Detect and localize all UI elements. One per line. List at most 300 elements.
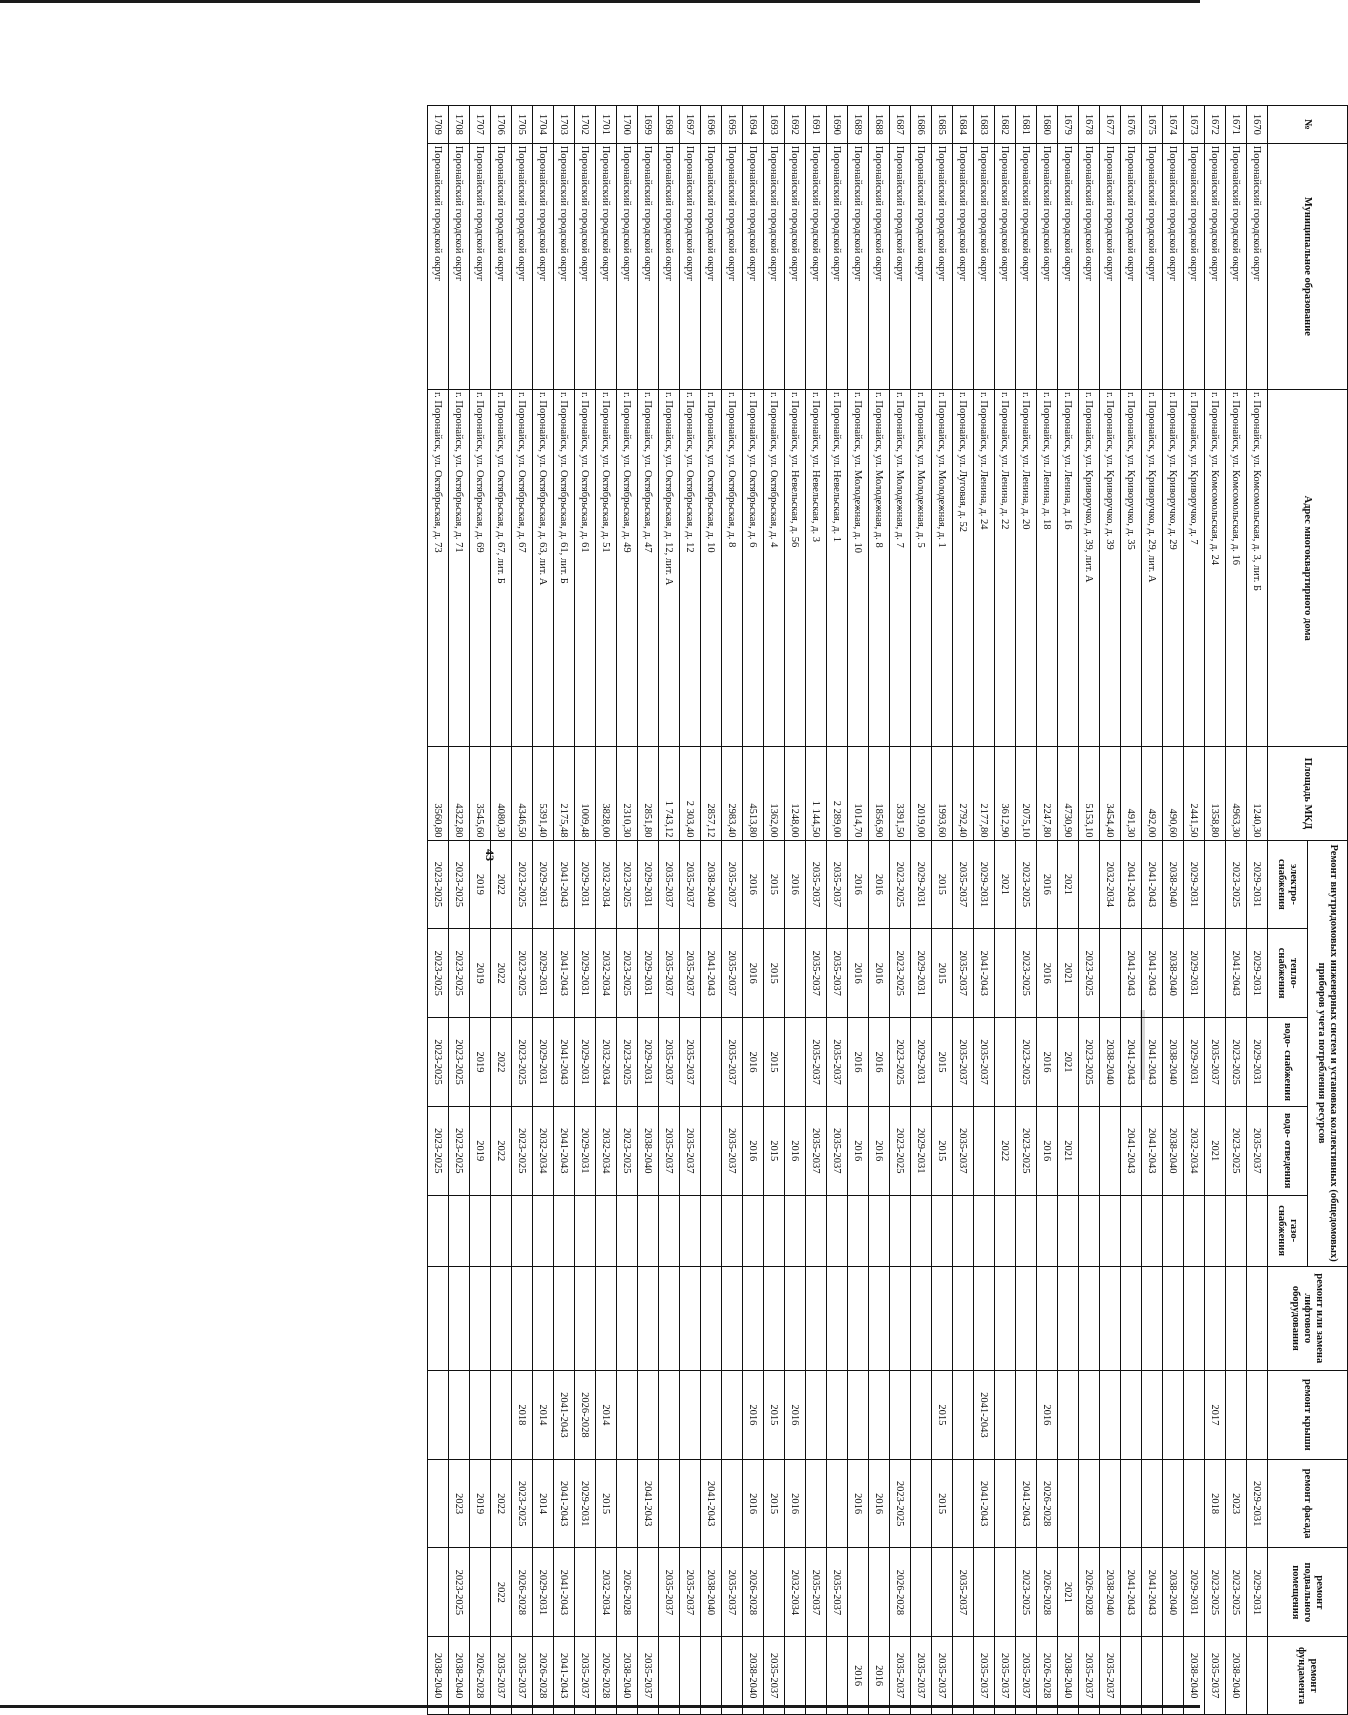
- sewer-cell: 2035-2037: [827, 1106, 848, 1195]
- header-basement: ремонт подвального помещения: [1268, 1548, 1348, 1637]
- foundation-cell: 2041-2043: [554, 1637, 575, 1715]
- area-cell: 2247,80: [1037, 747, 1058, 840]
- electricity-cell: 2029-2031: [974, 840, 995, 929]
- foundation-cell: 2038-2040: [449, 1637, 470, 1715]
- table-row: [848, 106, 869, 1715]
- municipality-cell: Поронайский городской округ: [911, 143, 932, 389]
- roof-cell: 2041-2043: [554, 1370, 575, 1459]
- electricity-cell: 2021: [1058, 840, 1079, 929]
- address-cell: г. Поронайск, ул. Октябрьская, д. 12, лит. А: [659, 390, 680, 747]
- municipality-cell: Поронайский городской округ: [491, 143, 512, 389]
- sewer-cell: 2016: [848, 1106, 869, 1195]
- roof-cell: 2018: [512, 1370, 533, 1459]
- foundation-cell: 2026-2028: [1037, 1637, 1058, 1715]
- facade-cell: 2015: [932, 1459, 953, 1548]
- elevator-cell: [806, 1266, 827, 1370]
- foundation-cell: 2035-2037: [1100, 1637, 1121, 1715]
- row-number: 1693: [764, 106, 785, 144]
- sewer-cell: 2015: [932, 1106, 953, 1195]
- basement-cell: 2029-2031: [1184, 1548, 1205, 1637]
- heat-cell: 2041-2043: [1121, 929, 1142, 1018]
- municipality-cell: Поронайский городской округ: [1121, 143, 1142, 389]
- elevator-cell: [1247, 1266, 1268, 1370]
- facade-cell: 2018: [1205, 1459, 1226, 1548]
- municipality-cell: Поронайский городской округ: [785, 143, 806, 389]
- address-cell: г. Поронайск, ул. Октябрьская, д. 61: [575, 390, 596, 747]
- sewer-cell: 2016: [1037, 1106, 1058, 1195]
- roof-cell: [1079, 1370, 1100, 1459]
- roof-cell: 2015: [932, 1370, 953, 1459]
- elevator-cell: [1163, 1266, 1184, 1370]
- electricity-cell: 2029-2031: [575, 840, 596, 929]
- gas-cell: [596, 1195, 617, 1266]
- area-cell: 3612,90: [995, 747, 1016, 840]
- elevator-cell: [533, 1266, 554, 1370]
- heat-cell: 2023-2025: [1079, 929, 1100, 1018]
- heat-cell: 2015: [764, 929, 785, 1018]
- foundation-cell: 2038-2040: [1226, 1637, 1247, 1715]
- address-cell: г. Поронайск, ул. Молодежная, д. 5: [911, 390, 932, 747]
- electricity-cell: 2016: [869, 840, 890, 929]
- table-row: [869, 106, 890, 1715]
- facade-cell: [1163, 1459, 1184, 1548]
- facade-cell: 2041-2043: [974, 1459, 995, 1548]
- area-cell: 2857,12: [701, 747, 722, 840]
- basement-cell: 2023-2025: [1226, 1548, 1247, 1637]
- electricity-cell: 2029-2031: [638, 840, 659, 929]
- roof-cell: [827, 1370, 848, 1459]
- row-number: 1688: [869, 106, 890, 144]
- address-cell: г. Поронайск, ул. Октябрьская, д. 73: [428, 390, 449, 747]
- facade-cell: [827, 1459, 848, 1548]
- area-cell: 1993,60: [932, 747, 953, 840]
- electricity-cell: 2041-2043: [554, 840, 575, 929]
- address-cell: г. Поронайск, ул. Ленина, д. 16: [1058, 390, 1079, 747]
- address-cell: г. Поронайск, ул. Октябрьская, д. 6: [743, 390, 764, 747]
- gas-cell: [995, 1195, 1016, 1266]
- roof-cell: [995, 1370, 1016, 1459]
- municipality-cell: Поронайский городской округ: [1058, 143, 1079, 389]
- sewer-cell: 2035-2037: [953, 1106, 974, 1195]
- electricity-cell: 2035-2037: [722, 840, 743, 929]
- heat-cell: 2041-2043: [1142, 929, 1163, 1018]
- water-cell: 2032-2034: [596, 1018, 617, 1107]
- area-cell: 3545,60: [470, 747, 491, 840]
- gas-cell: [974, 1195, 995, 1266]
- basement-cell: 2032-2034: [596, 1548, 617, 1637]
- municipality-cell: Поронайский городской округ: [1205, 143, 1226, 389]
- electricity-cell: 2035-2037: [827, 840, 848, 929]
- table-row: [533, 106, 554, 1715]
- elevator-cell: [470, 1266, 491, 1370]
- row-number: 1699: [638, 106, 659, 144]
- sewer-cell: 2022: [491, 1106, 512, 1195]
- elevator-cell: [890, 1266, 911, 1370]
- sewer-cell: 2032-2034: [1184, 1106, 1205, 1195]
- electricity-cell: 2023-2025: [890, 840, 911, 929]
- row-number: 1677: [1100, 106, 1121, 144]
- water-cell: 2035-2037: [1205, 1018, 1226, 1107]
- table-row: [512, 106, 533, 1715]
- foundation-cell: 2035-2037: [911, 1637, 932, 1715]
- header-sewer: водо- отведения: [1268, 1106, 1308, 1195]
- elevator-cell: [785, 1266, 806, 1370]
- sewer-cell: 2038-2040: [1163, 1106, 1184, 1195]
- address-cell: г. Поронайск, ул. Невельская, д. 1: [827, 390, 848, 747]
- basement-cell: 2038-2040: [701, 1548, 722, 1637]
- water-cell: 2035-2037: [659, 1018, 680, 1107]
- foundation-cell: [722, 1637, 743, 1715]
- area-cell: 2 289,00: [827, 747, 848, 840]
- gas-cell: [848, 1195, 869, 1266]
- roof-cell: [1247, 1370, 1268, 1459]
- elevator-cell: [1079, 1266, 1100, 1370]
- gas-cell: [1058, 1195, 1079, 1266]
- header-engineering-group: Ремонт внутридомовых инженерных систем и установка коллективных (общедомовых) приборов учета потребления ресурсов: [1308, 840, 1348, 1266]
- area-cell: 1 743,12: [659, 747, 680, 840]
- header-num: №: [1268, 106, 1348, 144]
- heat-cell: [785, 929, 806, 1018]
- basement-cell: 2026-2028: [512, 1548, 533, 1637]
- heat-cell: 2029-2031: [638, 929, 659, 1018]
- water-cell: 2016: [743, 1018, 764, 1107]
- table-row: [1016, 106, 1037, 1715]
- sewer-cell: 2023-2025: [449, 1106, 470, 1195]
- area-cell: 2310,30: [617, 747, 638, 840]
- elevator-cell: [1142, 1266, 1163, 1370]
- municipality-cell: Поронайский городской округ: [575, 143, 596, 389]
- electricity-cell: 2035-2037: [806, 840, 827, 929]
- municipality-cell: Поронайский городской округ: [743, 143, 764, 389]
- electricity-cell: 2038-2040: [701, 840, 722, 929]
- address-cell: г. Поронайск, ул. Ленина, д. 24: [974, 390, 995, 747]
- facade-cell: [1079, 1459, 1100, 1548]
- heat-cell: 2022: [491, 929, 512, 1018]
- address-cell: г. Поронайск, ул. Комсомольская, д. 3, лит. Б: [1247, 390, 1268, 747]
- area-cell: 1240,30: [1247, 747, 1268, 840]
- area-cell: 2019,00: [911, 747, 932, 840]
- row-number: 1680: [1037, 106, 1058, 144]
- row-number: 1685: [932, 106, 953, 144]
- area-cell: 2441,50: [1184, 747, 1205, 840]
- heat-cell: 2035-2037: [827, 929, 848, 1018]
- address-cell: г. Поронайск, ул. Луговая, д. 52: [953, 390, 974, 747]
- basement-cell: 2035-2037: [827, 1548, 848, 1637]
- gas-cell: [1121, 1195, 1142, 1266]
- row-number: 1695: [722, 106, 743, 144]
- area-cell: 4080,30: [491, 747, 512, 840]
- foundation-cell: 2035-2037: [491, 1637, 512, 1715]
- elevator-cell: [449, 1266, 470, 1370]
- header-facade: ремонт фасада: [1268, 1459, 1348, 1548]
- row-number: 1692: [785, 106, 806, 144]
- elevator-cell: [827, 1266, 848, 1370]
- electricity-cell: 2035-2037: [680, 840, 701, 929]
- address-cell: г. Поронайск, ул. Криворучко, д. 39: [1100, 390, 1121, 747]
- gas-cell: [1247, 1195, 1268, 1266]
- municipality-cell: Поронайский городской округ: [512, 143, 533, 389]
- heat-cell: 2019: [470, 929, 491, 1018]
- basement-cell: 2026-2028: [890, 1548, 911, 1637]
- table-row: [953, 106, 974, 1715]
- facade-cell: 2026-2028: [1037, 1459, 1058, 1548]
- row-number: 1707: [470, 106, 491, 144]
- sewer-cell: 2022: [995, 1106, 1016, 1195]
- municipality-cell: Поронайский городской округ: [1184, 143, 1205, 389]
- header-gas: газо- снабжения: [1268, 1195, 1308, 1266]
- elevator-cell: [869, 1266, 890, 1370]
- address-cell: г. Поронайск, ул. Невельская, д. 3: [806, 390, 827, 747]
- heat-cell: 2035-2037: [806, 929, 827, 1018]
- electricity-cell: 2023-2025: [428, 840, 449, 929]
- roof-cell: [722, 1370, 743, 1459]
- facade-cell: 2023-2025: [512, 1459, 533, 1548]
- municipality-cell: Поронайский городской округ: [428, 143, 449, 389]
- gas-cell: [701, 1195, 722, 1266]
- roof-cell: 2041-2043: [974, 1370, 995, 1459]
- roof-cell: [869, 1370, 890, 1459]
- water-cell: 2016: [848, 1018, 869, 1107]
- basement-cell: 2041-2043: [1121, 1548, 1142, 1637]
- area-cell: 2175,48: [554, 747, 575, 840]
- roof-cell: 2016: [1037, 1370, 1058, 1459]
- heat-cell: 2035-2037: [953, 929, 974, 1018]
- row-number: 1703: [554, 106, 575, 144]
- gas-cell: [533, 1195, 554, 1266]
- area-cell: 1248,00: [785, 747, 806, 840]
- roof-cell: [470, 1370, 491, 1459]
- gas-cell: [764, 1195, 785, 1266]
- sewer-cell: 2023-2025: [890, 1106, 911, 1195]
- municipality-cell: Поронайский городской округ: [974, 143, 995, 389]
- municipality-cell: Поронайский городской округ: [1163, 143, 1184, 389]
- roof-cell: [890, 1370, 911, 1459]
- elevator-cell: [1058, 1266, 1079, 1370]
- elevator-cell: [764, 1266, 785, 1370]
- foundation-cell: 2035-2037: [932, 1637, 953, 1715]
- water-cell: 2029-2031: [1247, 1018, 1268, 1107]
- roof-cell: [1226, 1370, 1247, 1459]
- address-cell: г. Поронайск, ул. Октябрьская, д. 63, лит. А: [533, 390, 554, 747]
- heat-cell: 2035-2037: [659, 929, 680, 1018]
- elevator-cell: [701, 1266, 722, 1370]
- water-cell: [785, 1018, 806, 1107]
- facade-cell: 2041-2043: [1016, 1459, 1037, 1548]
- water-cell: 2035-2037: [722, 1018, 743, 1107]
- table-row: [1037, 106, 1058, 1715]
- basement-cell: [869, 1548, 890, 1637]
- water-cell: 2029-2031: [911, 1018, 932, 1107]
- electricity-cell: 2019: [470, 840, 491, 929]
- row-number: 1700: [617, 106, 638, 144]
- roof-cell: 2014: [533, 1370, 554, 1459]
- basement-cell: [911, 1548, 932, 1637]
- row-number: 1674: [1163, 106, 1184, 144]
- roof-cell: [1058, 1370, 1079, 1459]
- gas-cell: [722, 1195, 743, 1266]
- municipality-cell: Поронайский городской округ: [638, 143, 659, 389]
- row-number: 1698: [659, 106, 680, 144]
- gas-cell: [617, 1195, 638, 1266]
- area-cell: 1358,80: [1205, 747, 1226, 840]
- water-cell: [995, 1018, 1016, 1107]
- row-number: 1704: [533, 106, 554, 144]
- elevator-cell: [638, 1266, 659, 1370]
- municipality-cell: Поронайский городской округ: [869, 143, 890, 389]
- address-cell: г. Поронайск, ул. Молодежная, д. 7: [890, 390, 911, 747]
- address-cell: г. Поронайск, ул. Октябрьская, д. 71: [449, 390, 470, 747]
- table-row: [764, 106, 785, 1715]
- sewer-cell: 2038-2040: [638, 1106, 659, 1195]
- foundation-cell: [806, 1637, 827, 1715]
- gas-cell: [806, 1195, 827, 1266]
- gas-cell: [1184, 1195, 1205, 1266]
- water-cell: 2022: [491, 1018, 512, 1107]
- water-cell: 2023-2025: [890, 1018, 911, 1107]
- area-cell: 2983,40: [722, 747, 743, 840]
- row-number: 1689: [848, 106, 869, 144]
- elevator-cell: [974, 1266, 995, 1370]
- heat-cell: 2029-2031: [575, 929, 596, 1018]
- foundation-cell: [827, 1637, 848, 1715]
- gas-cell: [953, 1195, 974, 1266]
- gas-cell: [932, 1195, 953, 1266]
- roof-cell: [1142, 1370, 1163, 1459]
- address-cell: г. Поронайск, ул. Молодежная, д. 8: [869, 390, 890, 747]
- gas-cell: [512, 1195, 533, 1266]
- facade-cell: 2041-2043: [701, 1459, 722, 1548]
- roof-cell: [638, 1370, 659, 1459]
- foundation-cell: 2035-2037: [764, 1637, 785, 1715]
- table-row: [491, 106, 512, 1715]
- foundation-cell: [1163, 1637, 1184, 1715]
- municipality-cell: Поронайский городской округ: [470, 143, 491, 389]
- water-cell: 2015: [932, 1018, 953, 1107]
- heat-cell: 2023-2025: [512, 929, 533, 1018]
- foundation-cell: 2038-2040: [743, 1637, 764, 1715]
- area-cell: 1362,00: [764, 747, 785, 840]
- gas-cell: [1016, 1195, 1037, 1266]
- row-number: 1696: [701, 106, 722, 144]
- table-row: [722, 106, 743, 1715]
- repair-schedule-table: [427, 105, 1348, 1715]
- table-row: [575, 106, 596, 1715]
- sewer-cell: 2015: [764, 1106, 785, 1195]
- basement-cell: 2023-2025: [1205, 1548, 1226, 1637]
- foundation-cell: 2026-2028: [596, 1637, 617, 1715]
- address-cell: г. Поронайск, ул. Криворучко, д. 35: [1121, 390, 1142, 747]
- electricity-cell: 2015: [932, 840, 953, 929]
- gas-cell: [1205, 1195, 1226, 1266]
- water-cell: 2023-2025: [1079, 1018, 1100, 1107]
- foundation-cell: 2035-2037: [512, 1637, 533, 1715]
- electricity-cell: 2041-2043: [1142, 840, 1163, 929]
- water-cell: 2023-2025: [1226, 1018, 1247, 1107]
- facade-cell: 2016: [869, 1459, 890, 1548]
- foundation-cell: [1142, 1637, 1163, 1715]
- gas-cell: [743, 1195, 764, 1266]
- foundation-cell: [701, 1637, 722, 1715]
- water-cell: 2016: [1037, 1018, 1058, 1107]
- facade-cell: 2041-2043: [638, 1459, 659, 1548]
- roof-cell: 2026-2028: [575, 1370, 596, 1459]
- address-cell: г. Поронайск, ул. Криворучко, д. 29, лит. А: [1142, 390, 1163, 747]
- sewer-cell: 2023-2025: [428, 1106, 449, 1195]
- facade-cell: 2019: [470, 1459, 491, 1548]
- basement-cell: 2035-2037: [659, 1548, 680, 1637]
- water-cell: 2023-2025: [449, 1018, 470, 1107]
- heat-cell: 2038-2040: [1163, 929, 1184, 1018]
- address-cell: г. Поронайск, ул. Октябрьская, д. 67: [512, 390, 533, 747]
- electricity-cell: 2029-2031: [533, 840, 554, 929]
- basement-cell: 2038-2040: [1100, 1548, 1121, 1637]
- row-number: 1705: [512, 106, 533, 144]
- foundation-cell: [1121, 1637, 1142, 1715]
- table-row: [428, 106, 449, 1715]
- row-number: 1690: [827, 106, 848, 144]
- table-row: [470, 106, 491, 1715]
- facade-cell: 2023: [1226, 1459, 1247, 1548]
- sewer-cell: 2021: [1205, 1106, 1226, 1195]
- water-cell: 2023-2025: [1016, 1018, 1037, 1107]
- roof-cell: [701, 1370, 722, 1459]
- gas-cell: [869, 1195, 890, 1266]
- area-cell: 2 303,40: [680, 747, 701, 840]
- table-row: [1226, 106, 1247, 1715]
- municipality-cell: Поронайский городской округ: [617, 143, 638, 389]
- municipality-cell: Поронайский городской округ: [722, 143, 743, 389]
- foundation-cell: [1247, 1637, 1268, 1715]
- electricity-cell: 2023-2025: [1016, 840, 1037, 929]
- elevator-cell: [659, 1266, 680, 1370]
- facade-cell: 2023: [449, 1459, 470, 1548]
- table-row: [596, 106, 617, 1715]
- municipality-cell: Поронайский городской округ: [1247, 143, 1268, 389]
- water-cell: 2029-2031: [533, 1018, 554, 1107]
- facade-cell: [995, 1459, 1016, 1548]
- address-cell: г. Поронайск, ул. Октябрьская, д. 61, лит. Б: [554, 390, 575, 747]
- basement-cell: [995, 1548, 1016, 1637]
- gas-cell: [470, 1195, 491, 1266]
- table-row: [743, 106, 764, 1715]
- basement-cell: 2026-2028: [1037, 1548, 1058, 1637]
- facade-cell: [617, 1459, 638, 1548]
- sewer-cell: 2035-2037: [680, 1106, 701, 1195]
- electricity-cell: 2032-2034: [596, 840, 617, 929]
- area-cell: 492,00: [1142, 747, 1163, 840]
- gas-cell: [638, 1195, 659, 1266]
- water-cell: 2038-2040: [1100, 1018, 1121, 1107]
- water-cell: 2019: [470, 1018, 491, 1107]
- table-row: [1163, 106, 1184, 1715]
- header-electricity: электро- снабжения: [1268, 840, 1308, 929]
- municipality-cell: Поронайский городской округ: [932, 143, 953, 389]
- table-row: [1121, 106, 1142, 1715]
- basement-cell: 2035-2037: [953, 1548, 974, 1637]
- table-row: [1079, 106, 1100, 1715]
- table-row: [890, 106, 911, 1715]
- foundation-cell: 2026-2028: [533, 1637, 554, 1715]
- gas-cell: [554, 1195, 575, 1266]
- foundation-cell: 2035-2037: [1079, 1637, 1100, 1715]
- heat-cell: 2032-2034: [596, 929, 617, 1018]
- basement-cell: [848, 1548, 869, 1637]
- facade-cell: 2029-2031: [1247, 1459, 1268, 1548]
- address-cell: г. Поронайск, ул. Октябрьская, д. 4: [764, 390, 785, 747]
- facade-cell: 2023-2025: [890, 1459, 911, 1548]
- address-cell: г. Поронайск, ул. Ленина, д. 22: [995, 390, 1016, 747]
- heat-cell: [1100, 929, 1121, 1018]
